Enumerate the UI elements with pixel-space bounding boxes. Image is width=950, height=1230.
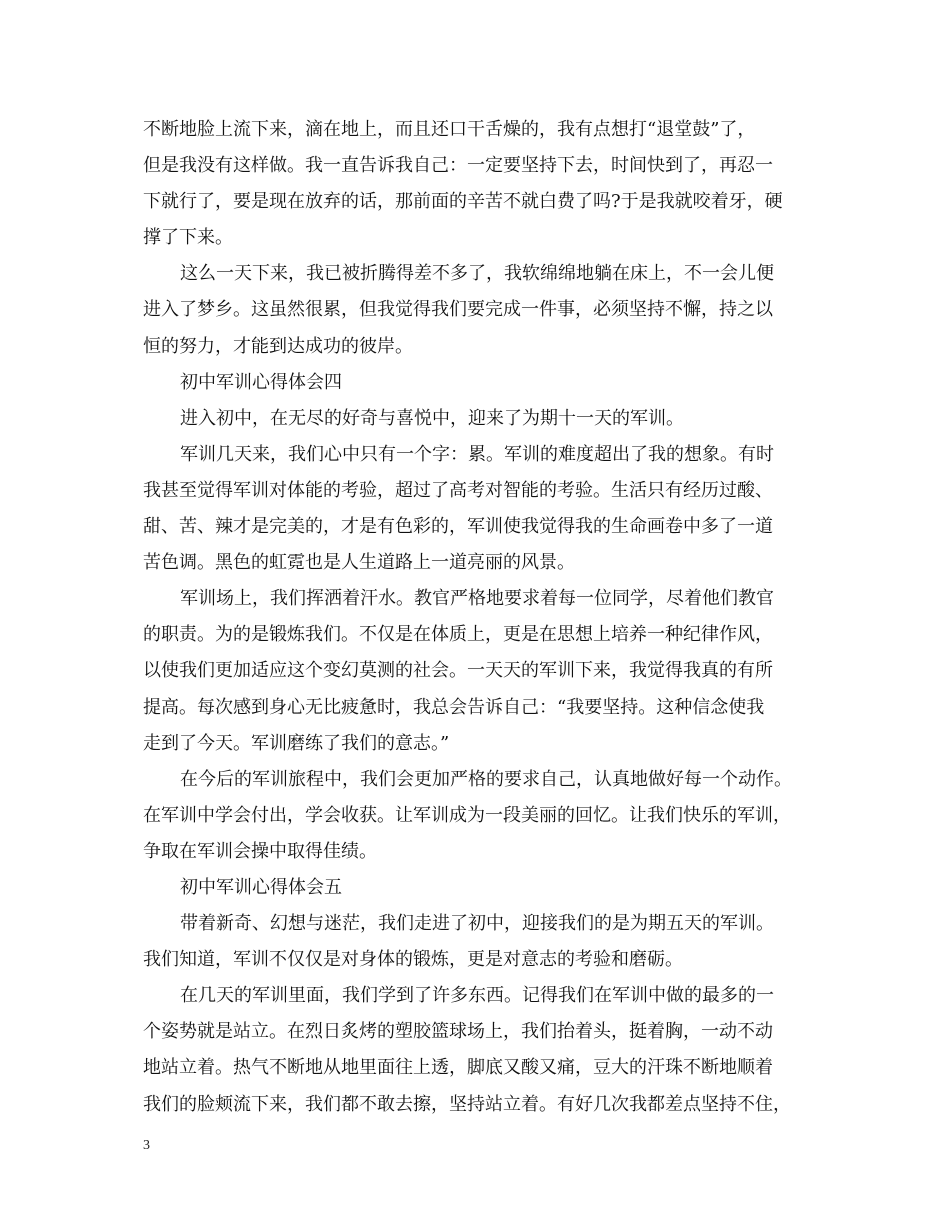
text-line: 我们的脸颊流下来，我们都不敢去擦，坚持站立着。有好几次我都差点坚持不住， [143,1093,791,1115]
text-line: 进入了梦乡。这虽然很累，但我觉得我们要完成一件事，必须坚持不懈，持之以 [143,299,773,321]
text-line: 甜、苦、辣才是完美的，才是有色彩的，军训使我觉得我的生命画卷中多了一道 [143,516,773,538]
text-line: 争取在军训会操中取得佳绩。 [143,840,377,862]
text-line: 撑了下来。 [143,227,233,249]
text-line: 军训场上，我们挥洒着汗水。教官严格地要求着每一位同学，尽着他们教官 [180,588,774,610]
text-line: 军训几天来，我们心中只有一个字：累。军训的难度超出了我的想象。有时 [180,443,774,465]
text-line: 下就行了，要是现在放弃的话，那前面的辛苦不就白费了吗?于是我就咬着牙，硬 [143,191,783,213]
text-line: 以使我们更加适应这个变幻莫测的社会。一天天的军训下来，我觉得我真的有所 [143,660,773,682]
text-line: 我们知道，军训不仅仅是对身体的锻炼，更是对意志的考验和磨砺。 [143,949,683,971]
text-line: 在今后的军训旅程中，我们会更加严格的要求自己，认真地做好每一个动作。 [180,768,792,790]
text-line: 进入初中，在无尽的好奇与喜悦中，迎来了为期十一天的军训。 [180,407,684,429]
text-line: 但是我没有这样做。我一直告诉我自己：一定要坚持下去，时间快到了，再忍一 [143,155,773,177]
text-line: 初中军训心得体会五 [180,876,342,898]
text-line: 恒的努力，才能到达成功的彼岸。 [143,335,413,357]
text-line: 走到了今天。军训磨练了我们的意志。” [143,732,450,754]
text-line: 在军训中学会付出，学会收获。让军训成为一段美丽的回忆。让我们快乐的军训， [143,804,791,826]
text-line: 个姿势就是站立。在烈日炙烤的塑胶篮球场上，我们抬着头，挺着胸，一动不动 [143,1021,773,1043]
text-line: 带着新奇、幻想与迷茫，我们走进了初中，迎接我们的是为期五天的军训。 [180,913,774,935]
text-line: 在几天的军训里面，我们学到了许多东西。记得我们在军训中做的最多的一 [180,985,774,1007]
document-body [143,112,823,1123]
text-line: 这么一天下来，我已被折腾得差不多了，我软绵绵地躺在床上，不一会儿便 [180,263,774,285]
text-line: 提高。每次感到身心无比疲惫时，我总会告诉自己：“我要坚持。这种信念使我 [143,696,765,718]
text-line: 地站立着。热气不断地从地里面往上透，脚底又酸又痛，豆大的汗珠不断地顺着 [143,1057,773,1079]
text-line: 我甚至觉得军训对体能的考验，超过了高考对智能的考验。生活只有经历过酸、 [143,479,773,501]
text-line: 苦色调。黑色的虹霓也是人生道路上一道亮丽的风景。 [143,552,575,574]
text-line: 的职责。为的是锻炼我们。不仅是在体质上，更是在思想上培养一种纪律作风， [143,624,773,646]
page-number: 3 [143,1138,150,1153]
text-line: 初中军训心得体会四 [180,371,342,393]
text-line: 不断地脸上流下来，滴在地上，而且还口干舌燥的，我有点想打“退堂鼓”了， [143,119,756,140]
